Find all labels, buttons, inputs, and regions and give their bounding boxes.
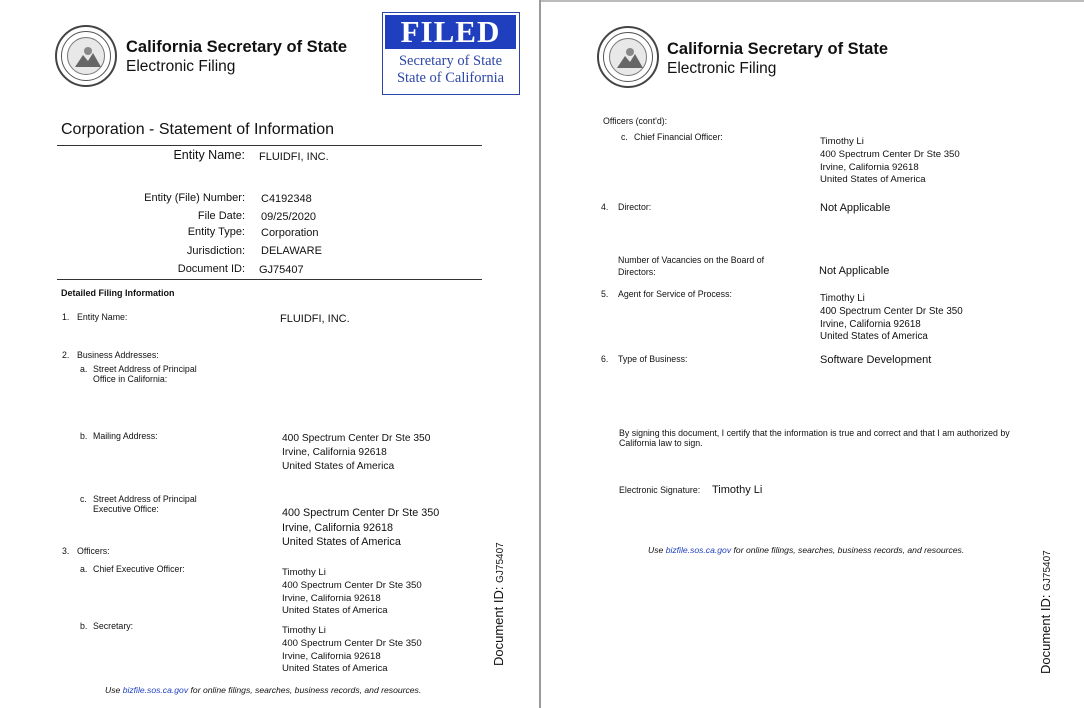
item3b-label: Secretary: xyxy=(93,621,134,631)
document-id-value: GJ75407 xyxy=(259,264,304,276)
item2b-num: b. xyxy=(80,431,88,441)
filed-stamp-line2: State of California xyxy=(396,70,505,86)
address-line: 400 Spectrum Center Dr Ste 350 xyxy=(282,637,422,649)
address-line: United States of America xyxy=(282,536,401,548)
mailing-address xyxy=(282,433,430,473)
certification-line-2: California law to sign. xyxy=(619,438,703,448)
jurisdiction-value: DELAWARE xyxy=(261,245,322,257)
address-line: United States of America xyxy=(282,605,388,617)
footer-pre: Use xyxy=(648,545,664,555)
officer-name: Timothy Li xyxy=(282,567,326,578)
address-line: Irvine, California 92618 xyxy=(282,446,387,458)
item4-num: 4. xyxy=(601,202,609,212)
address-line: Irvine, California 92618 xyxy=(282,650,381,662)
item5-label: Agent for Service of Process: xyxy=(618,289,732,299)
item2c-num: c. xyxy=(80,494,87,504)
address-line: Irvine, California 92618 xyxy=(282,521,394,534)
item2-label: Business Addresses: xyxy=(77,350,159,360)
page2-footer xyxy=(648,545,964,555)
secretary-value xyxy=(282,625,422,676)
jurisdiction-label: Jurisdiction: xyxy=(186,245,245,257)
vacancies-label-2: Directors: xyxy=(618,267,656,277)
executive-office-address xyxy=(282,506,439,550)
cfo-num: c. xyxy=(621,132,628,142)
header-title: California Secretary of State xyxy=(126,38,347,56)
item2a-label-1: Street Address of Principal xyxy=(93,364,197,374)
certification-line-1: By signing this document, I certify that the information is true and correct and that I am authorized by xyxy=(619,428,1010,438)
document-page-1 xyxy=(0,0,539,708)
state-seal-icon xyxy=(55,25,117,87)
item4-value: Not Applicable xyxy=(820,202,891,214)
signature-label: Electronic Signature: xyxy=(619,485,701,495)
vacancies-label-1: Number of Vacancies on the Board of xyxy=(618,255,765,265)
item4-label: Director: xyxy=(618,202,652,212)
item2a-label-2: Office in California: xyxy=(93,374,168,384)
address-line: Irvine, California 92618 xyxy=(820,318,921,330)
item3-label: Officers: xyxy=(77,546,110,556)
ceo-value xyxy=(282,567,422,618)
item6-value: Software Development xyxy=(820,354,932,366)
address-line: United States of America xyxy=(820,174,926,186)
address-line: United States of America xyxy=(820,331,928,343)
state-seal-icon xyxy=(597,26,659,88)
address-line: United States of America xyxy=(282,460,395,472)
document-id-vertical-value: GJ75407 xyxy=(495,542,506,583)
entity-name-label: Entity Name: xyxy=(173,148,245,162)
signature-value: Timothy Li xyxy=(712,484,763,496)
address-line: United States of America xyxy=(282,663,388,675)
document-id-vertical-label: Document ID: xyxy=(1038,594,1053,674)
file-number-value: C4192348 xyxy=(261,193,312,205)
agent-name: Timothy Li xyxy=(820,293,865,304)
item2b-label: Mailing Address: xyxy=(93,431,158,441)
page1-footer xyxy=(105,685,421,695)
form-title: Corporation - Statement of Information xyxy=(61,121,335,138)
item6-label: Type of Business: xyxy=(618,354,688,364)
item2c-label-2: Executive Office: xyxy=(93,504,159,514)
cfo-label: Chief Financial Officer: xyxy=(634,132,723,142)
document-id-vertical xyxy=(1038,550,1053,674)
item1-value: FLUIDFI, INC. xyxy=(280,313,350,325)
filed-stamp-line1: Secretary of State xyxy=(398,53,503,69)
file-number-label: Entity (File) Number: xyxy=(144,192,245,204)
cfo-value xyxy=(820,136,960,187)
summary-rule xyxy=(57,279,482,280)
item2c-label-1: Street Address of Principal xyxy=(93,494,197,504)
file-date-value: 09/25/2020 xyxy=(261,211,317,223)
entity-type-value: Corporation xyxy=(261,227,319,239)
address-line: 400 Spectrum Center Dr Ste 350 xyxy=(820,148,960,160)
header-subtitle: Electronic Filing xyxy=(126,58,236,75)
item1-num: 1. xyxy=(62,312,70,322)
title-rule xyxy=(57,145,482,146)
vacancies-value: Not Applicable xyxy=(819,265,890,277)
header-subtitle: Electronic Filing xyxy=(667,60,777,77)
item3a-label: Chief Executive Officer: xyxy=(93,564,185,574)
address-line: 400 Spectrum Center Dr Ste 350 xyxy=(282,433,431,444)
item2a-num: a. xyxy=(80,364,88,374)
footer-pre: Use xyxy=(105,685,121,695)
document-id-vertical-value: GJ75407 xyxy=(1042,550,1053,591)
entity-type-label: Entity Type: xyxy=(187,226,245,238)
item5-num: 5. xyxy=(601,289,609,299)
footer-post: for online filings, searches, business records, and resources. xyxy=(733,545,965,555)
item2-num: 2. xyxy=(62,350,70,360)
item1-label: Entity Name: xyxy=(77,312,128,322)
item6-num: 6. xyxy=(601,354,609,364)
footer-link[interactable]: bizfile.sos.ca.gov xyxy=(665,545,732,555)
address-line: Irvine, California 92618 xyxy=(282,592,381,604)
footer-post: for online filings, searches, business records, and resources. xyxy=(190,685,422,695)
filed-stamp-title: FILED xyxy=(385,15,516,49)
document-id-vertical xyxy=(491,542,506,666)
agent-value xyxy=(820,293,963,344)
address-line: 400 Spectrum Center Dr Ste 350 xyxy=(282,507,440,519)
officers-contd-label: Officers (cont'd): xyxy=(603,116,668,126)
document-id-vertical-label: Document ID: xyxy=(491,586,506,666)
entity-name-value: FLUIDFI, INC. xyxy=(259,151,329,163)
item3a-num: a. xyxy=(80,564,88,574)
file-date-label: File Date: xyxy=(197,210,245,222)
officer-name: Timothy Li xyxy=(820,136,864,147)
header-title: California Secretary of State xyxy=(667,40,888,58)
detailed-heading: Detailed Filing Information xyxy=(61,288,175,298)
document-id-label: Document ID: xyxy=(177,263,245,275)
item3b-num: b. xyxy=(80,621,88,631)
footer-link[interactable]: bizfile.sos.ca.gov xyxy=(122,685,189,695)
document-page-2 xyxy=(541,0,1084,708)
officer-name: Timothy Li xyxy=(282,625,326,636)
item3-num: 3. xyxy=(62,546,70,556)
address-line: 400 Spectrum Center Dr Ste 350 xyxy=(282,579,422,591)
address-line: Irvine, California 92618 xyxy=(820,161,919,173)
address-line: 400 Spectrum Center Dr Ste 350 xyxy=(820,305,963,317)
filed-stamp xyxy=(382,12,520,95)
